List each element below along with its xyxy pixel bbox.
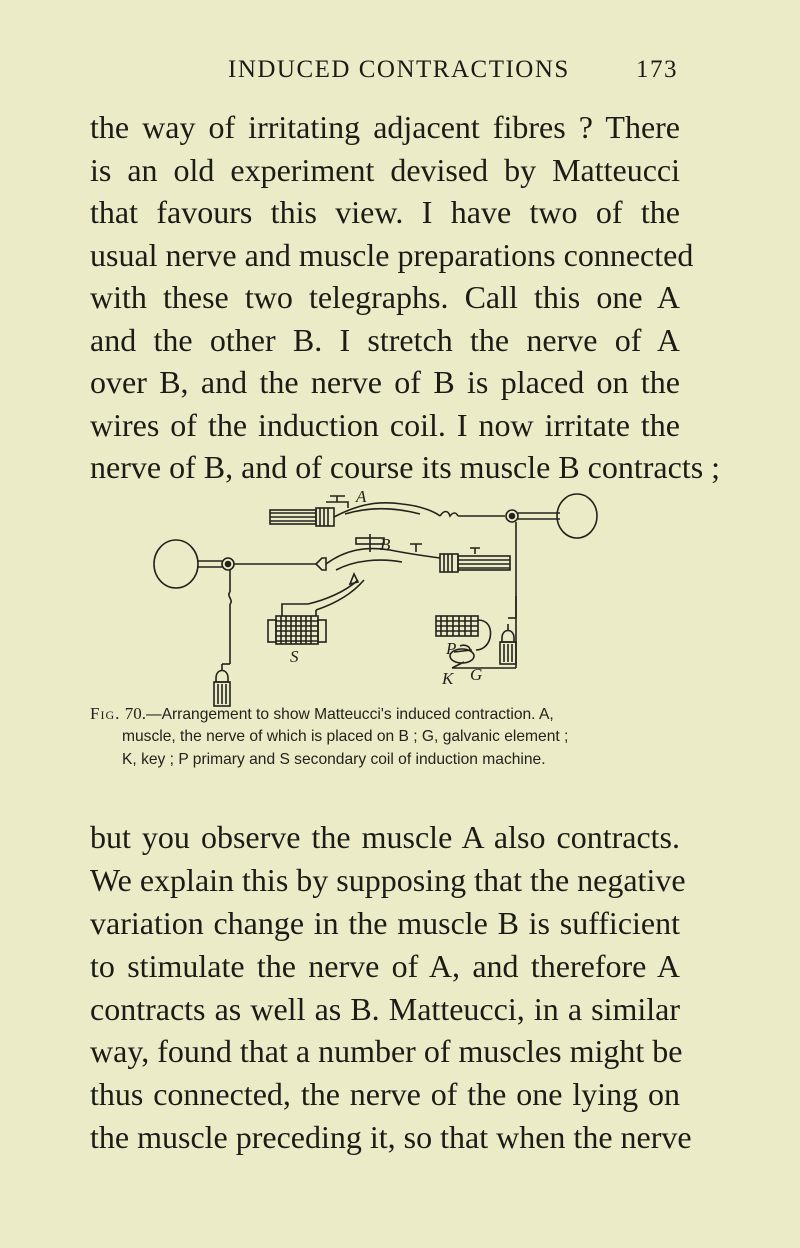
text-line: contracts as well as B. Matteucci, in a similar <box>90 990 680 1027</box>
text-line: and the other B. I stretch the nerve of A <box>90 321 680 358</box>
paragraph-top <box>90 106 721 489</box>
label-p: P <box>446 639 457 658</box>
paragraph-bottom <box>90 816 692 1159</box>
caption-fig-number: 70. <box>124 704 146 723</box>
text-line: is an old experiment devised by Matteucci <box>90 151 680 188</box>
text-line: We explain this by supposing that the negative <box>90 861 686 898</box>
telegraph-b <box>316 534 510 572</box>
caption-line: muscle, the nerve of which is placed on B ; G, galvanic element ; <box>122 728 569 745</box>
text-line: to stimulate the nerve of A, and therefore A <box>90 947 680 984</box>
text-line: the muscle preceding it, so that when the nerve <box>90 1119 692 1156</box>
figure-70-apparatus <box>140 488 620 710</box>
text-line: thus connected, the nerve of the one lying on <box>90 1076 680 1113</box>
caption-text-1: —Arrangement to show Matteucci's induced contraction. A, <box>145 706 554 723</box>
text-line: wires of the induction coil. I now irritate the <box>90 406 680 443</box>
text-line: that favours this view. I have two of the <box>90 194 680 230</box>
caption-line: K, key ; P primary and S secondary coil of induction machine. <box>122 751 546 768</box>
telegraph-a <box>270 496 505 526</box>
muscle-right-icon <box>557 494 597 538</box>
right-circuit <box>452 494 597 668</box>
label-b: B <box>380 535 391 554</box>
galvanic-element-g <box>500 624 516 664</box>
text-line: with these two telegraphs. Call this one A <box>90 279 680 315</box>
left-circuit <box>154 540 316 664</box>
text-line: usual nerve and muscle preparations connected <box>90 236 694 273</box>
apparatus-diagram <box>140 488 620 710</box>
text-line: way, found that a number of muscles might be <box>90 1033 683 1070</box>
text-line: the way of irritating adjacent fibres ? There <box>90 109 680 145</box>
left-cell <box>214 664 230 706</box>
text-line: nerve of B, and of course its muscle B contracts ; <box>90 449 721 485</box>
figure-caption <box>90 702 682 771</box>
running-title: INDUCED CONTRACTIONS <box>228 56 570 83</box>
label-g: G <box>470 665 483 684</box>
secondary-coil-s <box>268 616 326 644</box>
label-k: K <box>442 669 454 688</box>
text-line: over B, and the nerve of B is placed on the <box>90 364 680 400</box>
caption-line <box>90 702 682 725</box>
label-a: A <box>356 488 367 506</box>
text-line: variation change in the muscle B is sufficient <box>90 904 680 941</box>
muscle-left-icon <box>154 540 198 588</box>
label-s: S <box>290 647 299 666</box>
text-line: but you observe the muscle A also contracts. <box>90 819 680 855</box>
page-number: 173 <box>636 56 678 83</box>
running-head <box>228 56 678 86</box>
nerve-wires <box>282 574 364 616</box>
caption-fig-label: Fig. <box>90 704 121 723</box>
